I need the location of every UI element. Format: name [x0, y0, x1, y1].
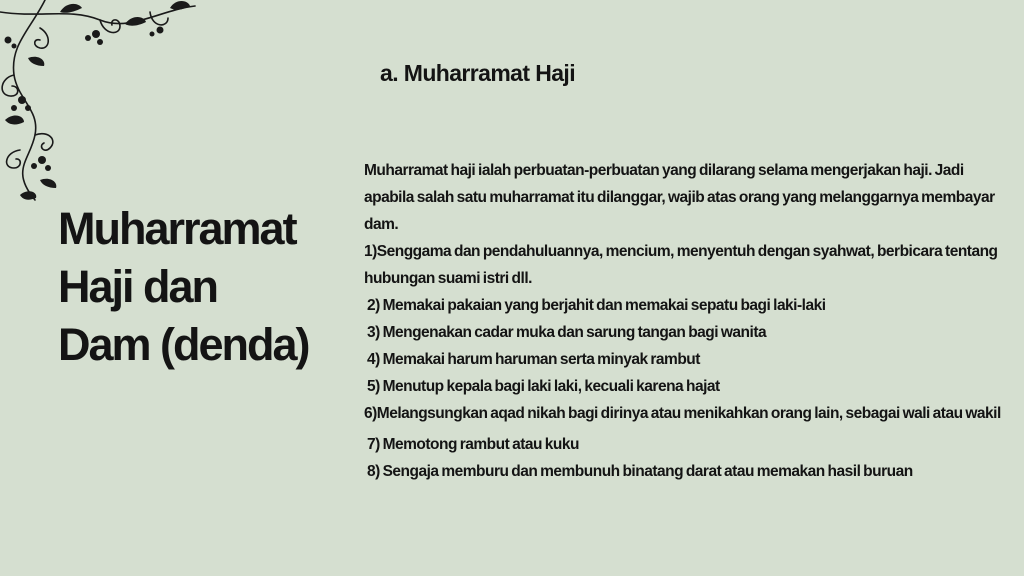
list-item-5: 5) Menutup kepala bagi laki laki, kecuali karena hajat [367, 378, 720, 395]
list-item-3: 3) Mengenakan cadar muka dan sarung tangan bagi wanita [367, 324, 767, 341]
content-body [364, 157, 1004, 485]
slide-title-line-1: Muharramat [58, 203, 296, 254]
list-item-4: 4) Memakai harum haruman serta minyak rambut [367, 351, 700, 368]
list-item-2: 2) Memakai pakaian yang berjahit dan memakai sepatu bagi laki-laki [367, 297, 826, 314]
intro-paragraph: Muharramat haji ialah perbuatan-perbuatan yang dilarang selama mengerjakan haji. Jadi apabila salah satu muharramat itu dilanggar, wajib atas orang yang melanggarnya membayar dam. [364, 162, 995, 233]
list-item-8: 8) Sengaja memburu dan membunuh binatang darat atau memakan hasil buruan [367, 463, 913, 480]
floral-vine-ornament-icon [0, 0, 200, 210]
slide-title-line-2: Haji dan [58, 261, 218, 312]
list-item-6: 6)Melangsungkan aqad nikah bagi dirinya atau menikahkan orang lain, sebagai wali atau wakil [364, 405, 1001, 422]
list-item-1: 1)Senggama dan pendahuluannya, mencium, menyentuh dengan syahwat, berbicara tentang hubungan suami istri dll. [364, 243, 998, 287]
section-heading: a. Muharramat Haji [380, 60, 575, 86]
slide-title-line-3: Dam (denda) [58, 319, 309, 370]
list-item-7: 7) Memotong rambut atau kuku [367, 436, 579, 453]
slide-title [58, 200, 348, 374]
